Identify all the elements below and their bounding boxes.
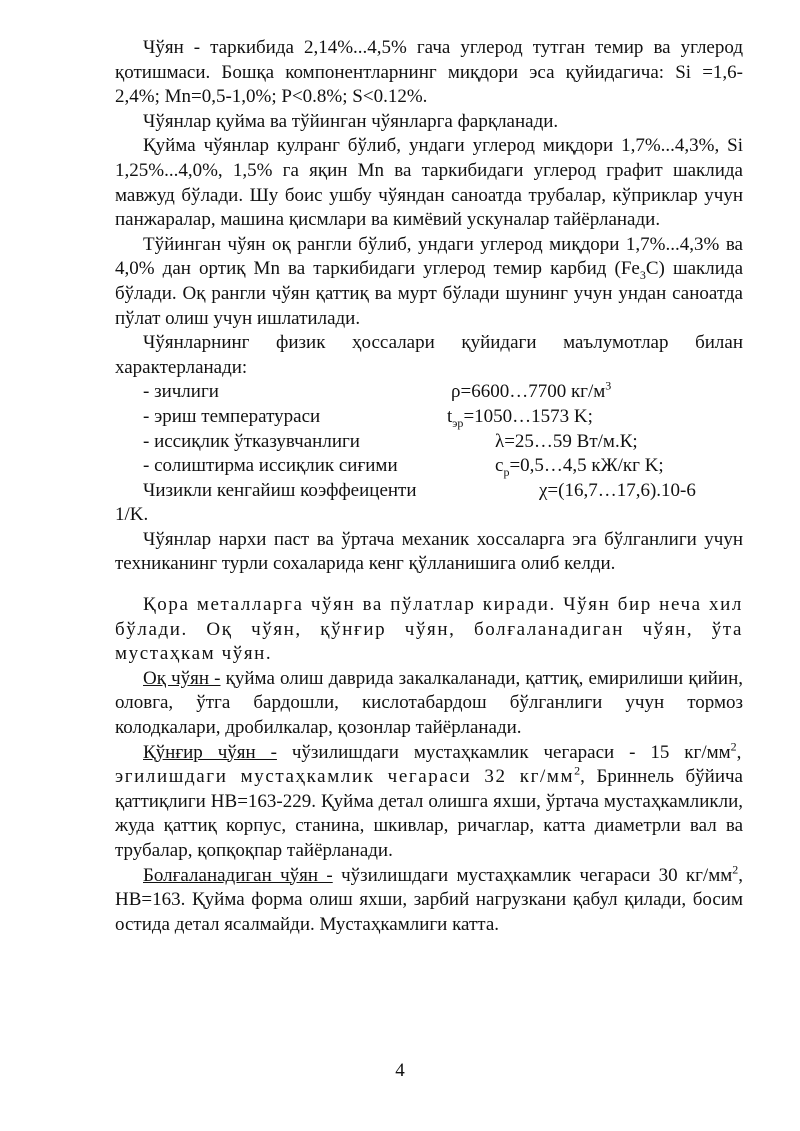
- property-linear-expansion: Чизикли кенгайиш коэффеиценти χ=(16,7…17,6).10-6: [143, 479, 696, 501]
- property-specific-heat: - солиштирма иссиқлик сиғими $c_р=0,5\dots 4,5$ кЖ/кг K;: [143, 455, 664, 479]
- paragraph-cast-iron-definition: Чўян - таркибида 2,14%...4,5% гача углерод тутган темир ва углерод қотишмаси. Бошқа компонентларнинг миқдори эса қуйидагича: Si =1,6-2,4%; Mn=0,5-1,0%; P<0.8%; S<0.12%.: [115, 37, 743, 108]
- property-melting-temperature: - эриш температураси $t_{эр}=1050\dots 1573$ K;: [143, 405, 593, 430]
- paragraph-cast-iron-kinds: Чўянлар қуйма ва тўйинган чўянларга фарқланади.: [143, 110, 559, 132]
- paragraph-malleable-type: Болғаланадиган чўян - чўзилишдаги мустаҳкамлик чегараси 30 $кг/мм^2$, HB=163. Қуйма форма олиш яхши, зарбий нагрузкани қабул қилади, босим остида детал ясалмайди. Мустаҳкамлиги катта.: [115, 862, 743, 935]
- paragraph-physical-properties: Чўянларнинг физик ҳоссалари қуйидаги маълумотлар билан характерланади:: [115, 332, 743, 378]
- paragraph-gray-type: Қўнғир чўян - чўзилишдаги мустаҳкамлик чегараси - 15 $кг/мм^2$, эгилишдаги мустаҳкамлик чегараси 32 $кг/мм^2$, Бриннель бўйича қаттиқлиги HB=163-229. Қуйма детал олишга яхши, ўртача мустаҳкамликли, жуда қаттиқ корпус, станина, шкивлар, ричаглар, катта диаметрли вал ва трубалар, қопқоқпар тайёрланади.: [115, 739, 744, 861]
- property-thermal-conductivity: - иссиқлик ўтказувчанлиги λ=25…59 Вт/м.К;: [143, 430, 638, 452]
- document-page: [115, 36, 743, 937]
- term-white-cast-iron: Оқ чўян -: [143, 667, 221, 689]
- paragraph-ferrous-metals: Қора металларга чўян ва пўлатлар киради. Чўян бир неча хил бўлади. Оқ чўян, қўнғир чўян, болғаланадиган чўян, ўта мустаҳкам чўян.: [115, 594, 743, 665]
- property-density: - зичлиги ρ=6600…7700 $кг/м^3$: [143, 378, 612, 403]
- term-malleable-cast-iron: Болғаланадиган чўян -: [143, 864, 333, 886]
- paragraph-gray-cast-iron: Қуйма чўянлар кулранг бўлиб, ундаги углерод миқдори 1,7%...4,3%, Si 1,25%...4,0%, 1,5% га яқин Mn ва таркибидаги углерод графит шаклида мавжуд бўлади. Шу боис ушбу чўяндан саноатда трубалар, кўприклар учун панжаралар, машина қисмлари ва кимёвий ускуналар тайёрланади.: [115, 135, 743, 231]
- property-linear-expansion-unit: 1/K.: [115, 504, 149, 526]
- page-number: 4: [395, 1060, 405, 1081]
- paragraph-cast-iron-usage: Чўянлар нархи паст ва ўртача механик хоссаларга эга бўлганлиги учун техниканинг турли сохаларида кенг қўлланишига олиб келди.: [115, 528, 743, 575]
- paragraph-white-type: Оқ чўян - қуйма олиш даврида закалкаланади, қаттиқ, емирилиши қийин, оловга, ўтга бардошли, кислотабардош бўлганлиги учун тормоз колодкалари, дробилкалар, қозонлар тайёрланади.: [115, 667, 743, 739]
- term-gray-cast-iron: Қўнғир чўян -: [143, 741, 277, 763]
- paragraph-white-cast-iron: Тўйинган чўян оқ рангли бўлиб, ундаги углерод миқдори 1,7%...4,3% ва 4,0% дан ортиқ Mn ва таркибидаги углерод темир карбид $(Fe_3C)$ шаклида бўлади. Оқ рангли чўян қаттиқ ва мурт бўлади шунинг учун ундан саноатда пўлат олиш учун ишлатилади.: [115, 233, 744, 329]
